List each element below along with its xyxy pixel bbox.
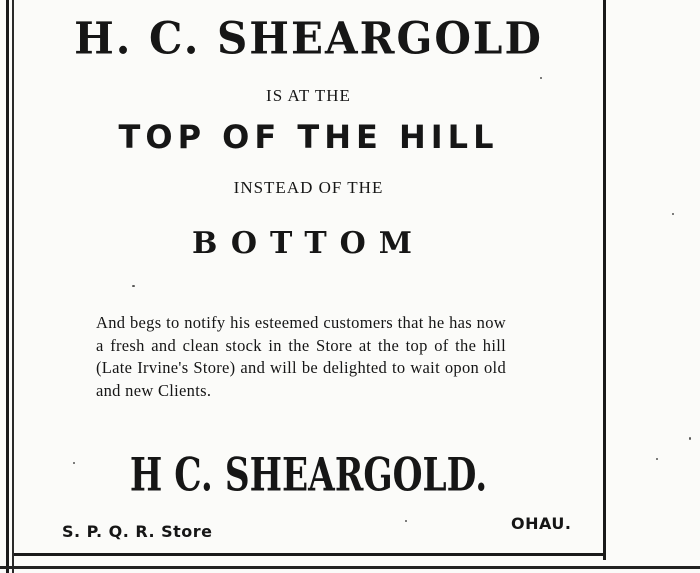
print-speck [73, 462, 75, 464]
location-footer: OHAU. [511, 514, 572, 533]
page-bottom-rule [0, 566, 700, 569]
store-name-footer: S. P. Q. R. Store [62, 522, 213, 541]
print-speck [656, 458, 658, 460]
print-speck [689, 437, 691, 440]
is-at-the-line: IS AT THE [266, 86, 351, 105]
print-speck [540, 77, 542, 79]
advertisement-box [14, 0, 603, 553]
print-speck [672, 213, 674, 215]
bottom-border-rule [14, 553, 606, 556]
right-border-rule [603, 0, 606, 560]
print-speck [405, 520, 407, 522]
notice-body-paragraph: And begs to notify his esteemed customers that he has now a fresh and clean stock in the Store at the top of the hill (Late Irvine's Store) and will be delighted to wait opon old and new Clients. [96, 313, 506, 400]
top-of-the-hill-headline: TOP OF THE HILL [118, 118, 499, 156]
left-border-outer-rule [6, 0, 9, 573]
advertiser-name-heading: H. C. SHEARGOLD [74, 12, 543, 65]
instead-of-the-line: INSTEAD OF THE [233, 178, 384, 197]
bottom-headline: BOTTOM [192, 226, 425, 261]
print-speck [132, 285, 135, 287]
signature-line: H C. SHEARGOLD. [129, 448, 488, 503]
